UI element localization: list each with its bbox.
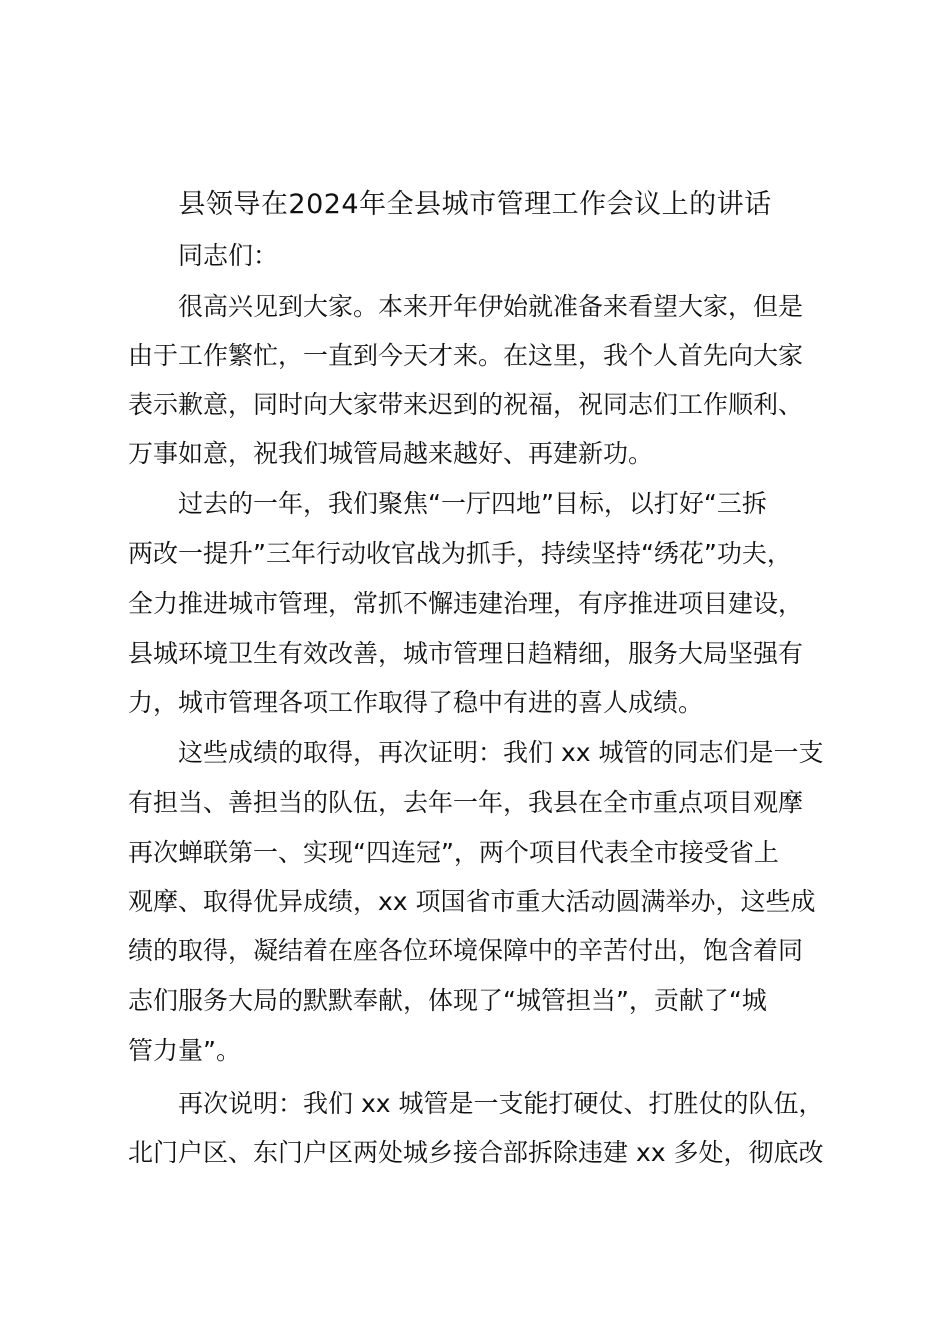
- paragraph-3-line-6: 志们服务大局的默默奉献，体现了“城管担当”，贡献了“城: [128, 986, 767, 1015]
- paragraph-2-line-3: 全力推进城市管理，常抓不懈违建治理，有序推进项目建设，: [128, 589, 804, 618]
- paragraph-3-line-1: 这些成绩的取得，再次证明：我们 xx 城管的同志们是一支: [178, 738, 824, 767]
- paragraph-1-line-3: 表示歉意，同时向大家带来迟到的祝福，祝同志们工作顺利、: [128, 390, 804, 419]
- salutation: 同志们：: [178, 241, 279, 270]
- paragraph-3-line-2: 有担当、善担当的队伍，去年一年，我县在全市重点项目观摩: [128, 788, 804, 817]
- paragraph-3-line-3: 再次蝉联第一、实现“四连冠”，两个项目代表全市接受省上: [128, 838, 779, 867]
- paragraph-3-line-7: 管力量”。: [128, 1036, 241, 1065]
- document-title: 县领导在2024年全县城市管理工作会议上的讲话: [178, 189, 772, 220]
- paragraph-2-line-1: 过去的一年，我们聚焦“一厅四地”目标，以打好“三拆: [178, 489, 767, 518]
- paragraph-4-line-2: 北门户区、东门户区两处城乡接合部拆除违建 xx 多处，彻底改: [128, 1138, 824, 1167]
- paragraph-3-line-4: 观摩、取得优异成绩，xx 项国省市重大活动圆满举办，这些成: [128, 887, 816, 916]
- paragraph-2-line-5: 力，城市管理各项工作取得了稳中有进的喜人成绩。: [128, 688, 704, 717]
- paragraph-1-line-4: 万事如意，祝我们城管局越来越好、再建新功。: [128, 439, 654, 468]
- paragraph-2-line-4: 县城环境卫生有效改善，城市管理日趋精细，服务大局坚强有: [128, 639, 804, 668]
- paragraph-4-line-1: 再次说明：我们 xx 城管是一支能打硬仗、打胜仗的队伍，: [178, 1089, 824, 1118]
- paragraph-1-line-1: 很高兴见到大家。本来开年伊始就准备来看望大家，但是: [178, 292, 804, 321]
- paragraph-1-line-2: 由于工作繁忙，一直到今天才来。在这里，我个人首先向大家: [128, 341, 804, 370]
- paragraph-2-line-2: 两改一提升”三年行动收官战为抓手，持续坚持“绣花”功夫，: [128, 539, 792, 568]
- paragraph-3-line-5: 绩的取得，凝结着在座各位环境保障中的辛苦付出，饱含着同: [128, 936, 804, 965]
